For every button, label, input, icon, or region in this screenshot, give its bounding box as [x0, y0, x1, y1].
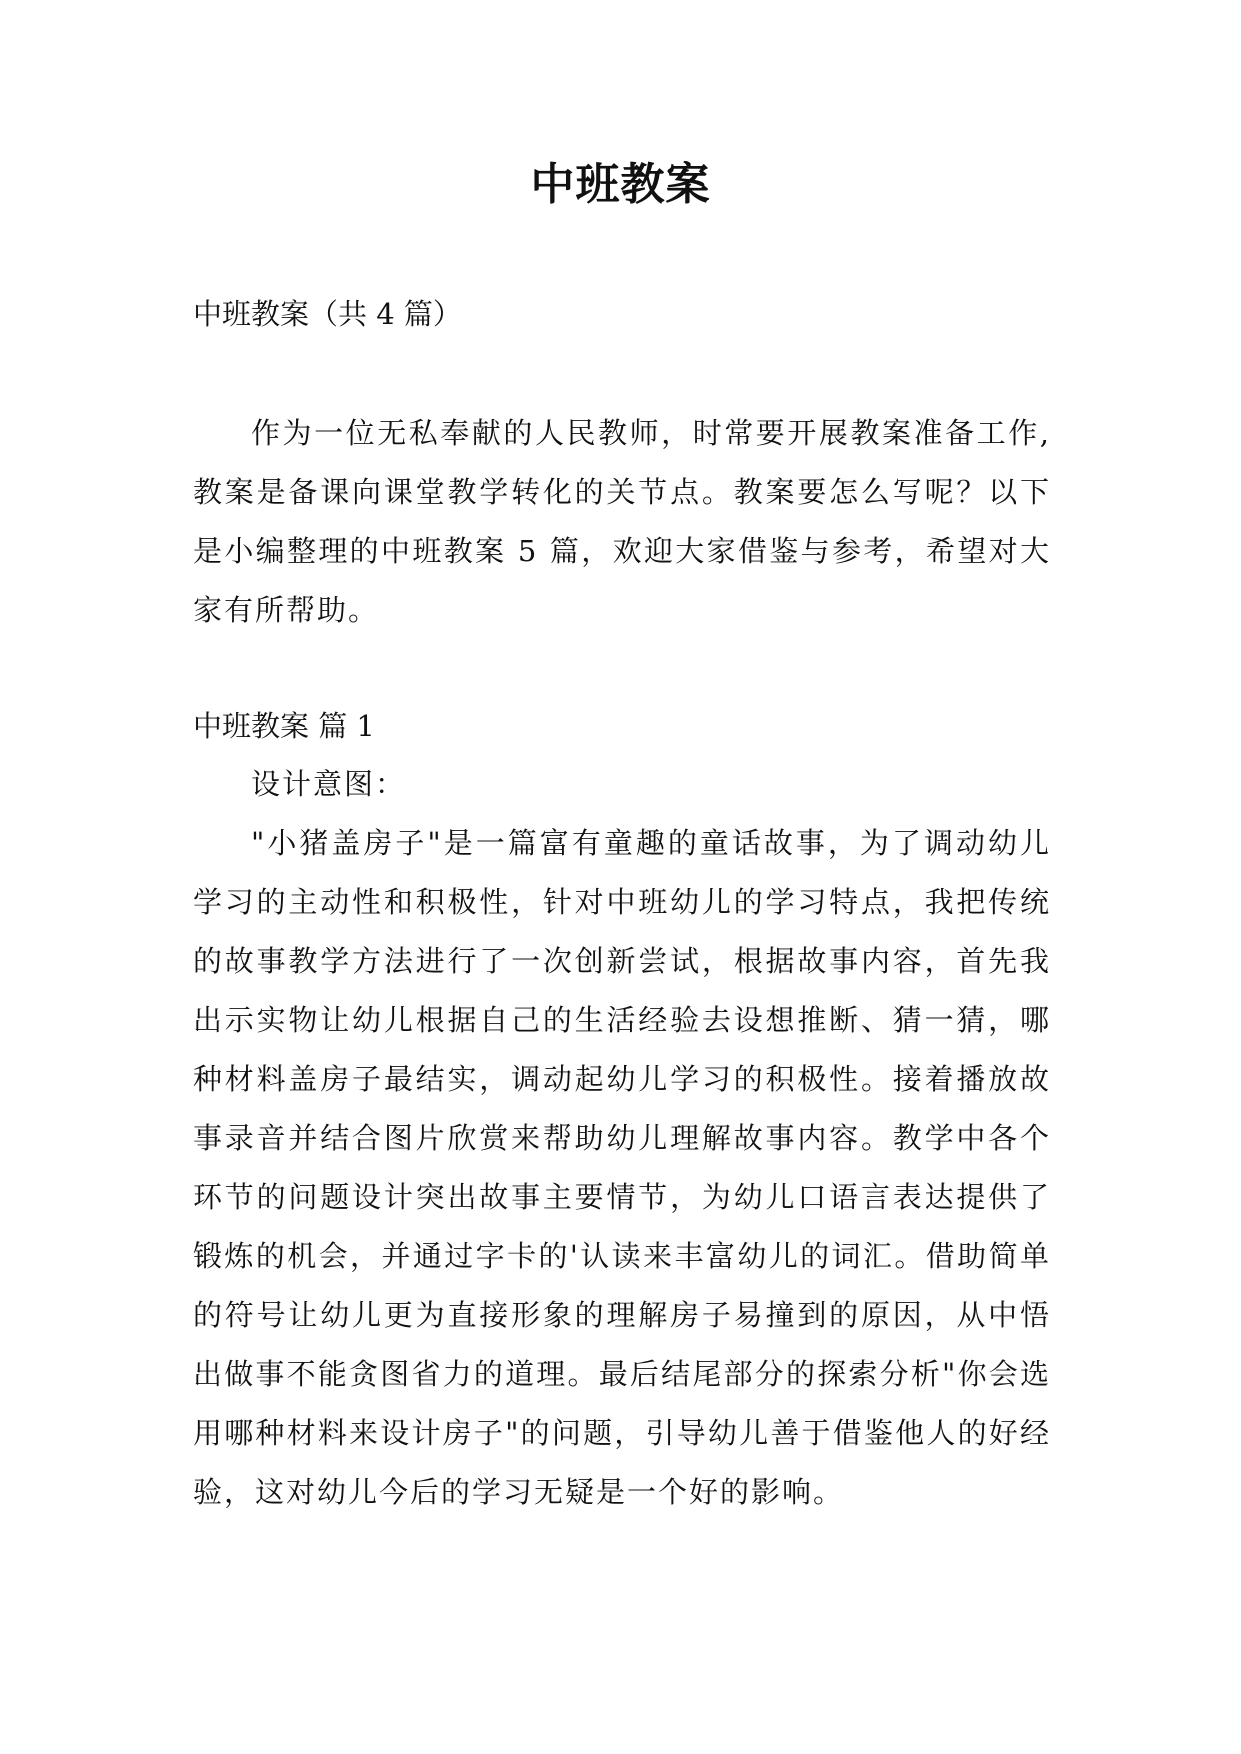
intro-block [193, 404, 1051, 640]
section-heading: 中班教案 篇 1 [193, 709, 375, 743]
section-paragraph: "小猪盖房子"是一篇富有童趣的童话故事，为了调动幼儿学习的主动性和积极性，针对中班幼儿的学习特点，我把传统的故事教学方法进行了一次创新尝试，根据故事内容，首先我出示实物让幼儿根据自己的生活经验去设想推断、猜一猜，哪种材料盖房子最结实，调动起幼儿学习的积极性。接着播放故事录音并结合图片欣赏来帮助幼儿理解故事内容。教学中各个环节的问题设计突出故事主要情节，为幼儿口语言表达提供了锻炼的机会，并通过字卡的'认读来丰富幼儿的词汇。借助简单的符号让幼儿更为直接形象的理解房子易撞到的原因，从中悟出做事不能贪图省力的道理。最后结尾部分的探索分析"你会选用哪种材料来设计房子"的问题，引导幼儿善于借鉴他人的好经验，这对幼儿今后的学习无疑是一个好的影响。 [193, 826, 1051, 1509]
section-body [193, 755, 1051, 1522]
intro-paragraph: 作为一位无私奉献的人民教师，时常要开展教案准备工作,教案是备课向课堂教学转化的关节点。教案要怎么写呢？以下是小编整理的中班教案 5 篇，欢迎大家借鉴与参考，希望对大家有所帮助。 [193, 416, 1051, 627]
document-title: 中班教案 [530, 159, 711, 210]
document-subtitle: 中班教案（共 4 篇） [193, 297, 462, 331]
section-label: 设计意图： [251, 767, 407, 801]
